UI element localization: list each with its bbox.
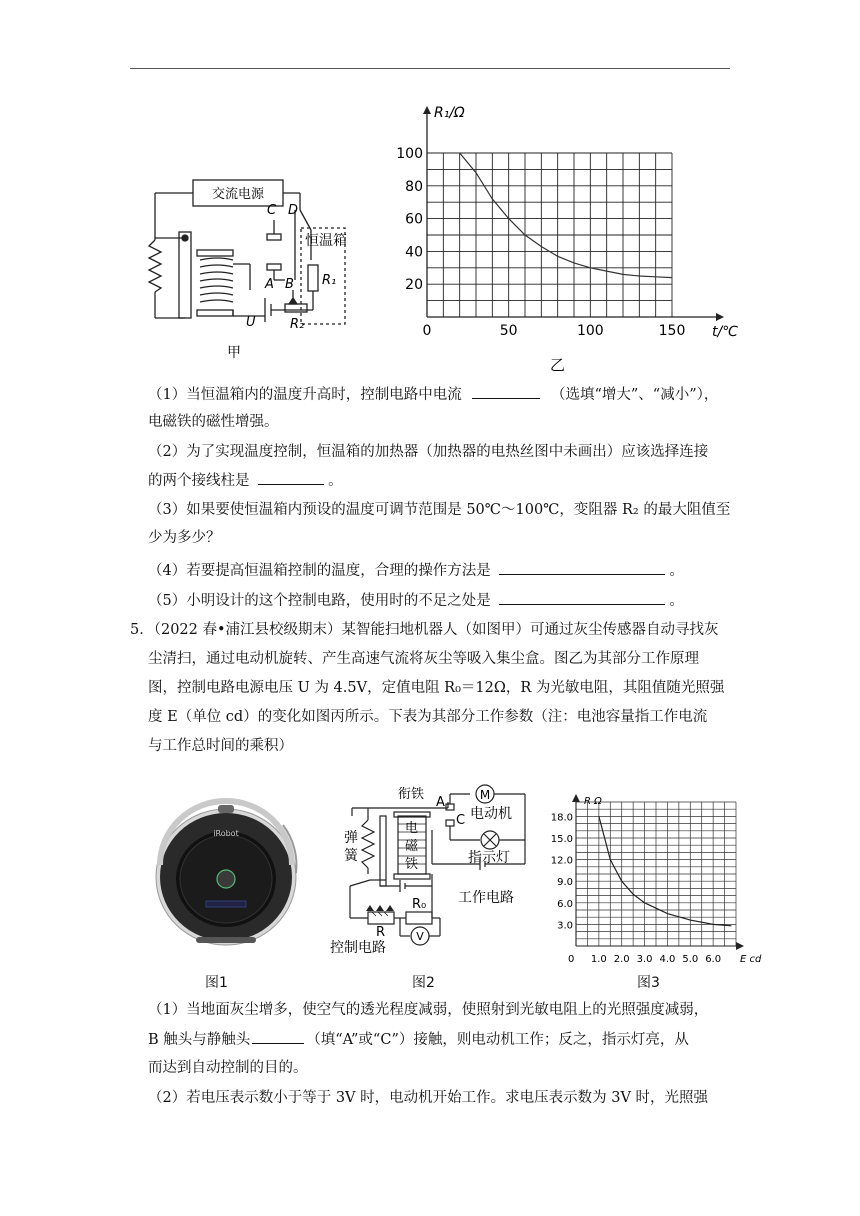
q4-part1-blank[interactable]: [472, 384, 540, 399]
q4-part5: [148, 590, 684, 611]
photoresistor-curve: [599, 816, 732, 925]
q5-stem-line2: 尘清扫，通过电动机旋转、产生高速气流将灰尘等吸入集尘盒。图乙为其部分工作原理: [148, 651, 699, 667]
figure3-caption: 图3: [637, 975, 660, 991]
q4-part2-line1: （2）为了实现温度控制，恒温箱的加热器（加热器的电热丝图中未画出）应该选择连接: [148, 444, 709, 460]
q5-part1-line3: 而达到自动控制的目的。: [148, 1060, 308, 1076]
q4-part4-text: （4）若要提高恒温箱控制的温度，合理的操作方法是: [148, 563, 491, 579]
q4-part2-end: 。: [328, 473, 343, 489]
x-axis-arrow: [716, 313, 724, 321]
q4-part5-end: 。: [669, 593, 684, 609]
spring-label-2: 簧: [344, 848, 358, 864]
q4-part4: [148, 560, 684, 581]
q4-part5-blank[interactable]: [499, 590, 665, 605]
indicator-lamp-label: 指示灯: [468, 850, 510, 866]
figure2-caption: 图2: [412, 975, 435, 991]
fig3-x-axis-arrow: [736, 942, 744, 950]
header-rule: [130, 68, 730, 69]
figure-jia-caption: 甲: [227, 345, 241, 361]
q4-part3-line2: 少为多少？: [148, 530, 221, 546]
y-tick-label: 20: [405, 277, 423, 294]
q5-part1-line2: [148, 1029, 689, 1050]
q4-part1-hint: （选填“增大”、“减小”），: [550, 387, 719, 403]
y-tick-label: 100: [396, 146, 423, 162]
y-tick-label: 15.0: [550, 834, 573, 845]
voltmeter-v-label: V: [416, 930, 424, 943]
terminal-d: D: [288, 203, 299, 218]
r1-curve: [460, 153, 672, 278]
y-tick-label: 3.0: [557, 920, 573, 932]
work-circuit-label: 工作电路: [458, 890, 514, 906]
control-circuit-label: 控制电路: [330, 940, 386, 956]
voltage-u-label: U: [246, 315, 256, 330]
x-tick-label: 100: [576, 323, 604, 339]
q5-stem-line5: 与工作总时间的乘积）: [148, 738, 293, 754]
figure2-circuit: [330, 780, 540, 960]
x-tick-label: 4.0: [659, 954, 676, 965]
x-tick-label: 6.0: [705, 954, 722, 965]
q5-part1-line1: （1）当地面灰尘增多，使空气的透光程度减弱，使照射到光敏电阻上的光照强度减弱，: [148, 1002, 709, 1018]
armature-label: 衔铁: [398, 787, 425, 802]
contact-c-label: C: [456, 813, 466, 828]
y-tick-label: 6.0: [557, 898, 573, 910]
q4-part2-line2: [148, 470, 343, 491]
photoresistor-r-label: R: [376, 925, 386, 940]
electromagnet-label-1: 电: [405, 821, 419, 836]
x-tick-label: 5.0: [682, 954, 699, 965]
figure3-chart: [548, 790, 768, 970]
q4-part2-blank[interactable]: [258, 470, 324, 485]
y-tick-label: 12.0: [550, 855, 573, 867]
figure-yi-caption: 乙: [550, 356, 566, 374]
y-tick-label: 60: [405, 211, 423, 228]
fig3-y-label: R Ω: [584, 796, 602, 807]
q4-part5-text: （5）小明设计的这个控制电路，使用时的不足之处是: [148, 593, 491, 609]
q4-part2-text: 的两个接线柱是: [148, 473, 250, 489]
x-tick-label: 3.0: [636, 954, 653, 965]
x-tick-label: 150: [658, 323, 686, 339]
figure-yi-chart: [396, 100, 760, 375]
spring-label-1: 弹: [344, 830, 358, 846]
q4-part1-line1: [148, 384, 718, 405]
fig3-origin: 0: [568, 954, 575, 965]
figure1-robot-vacuum: [148, 795, 308, 950]
figure-jia-circuit: [145, 170, 365, 370]
y-tick-label: 80: [405, 178, 423, 195]
q4-part4-end: 。: [669, 563, 684, 579]
r1-label: R₁: [322, 273, 337, 288]
fig3-y-axis-arrow: [572, 794, 580, 802]
terminal-b: B: [285, 277, 294, 292]
q4-part1-line2: 电磁铁的磁性增强。: [148, 414, 279, 430]
electromagnet-label-3: 铁: [405, 857, 419, 872]
thermostat-box-label: 恒温箱: [305, 233, 347, 249]
fig3-x-label: E cd: [740, 954, 762, 965]
electromagnet-label-2: 磁: [405, 839, 419, 854]
q5-part1-hint: （填“A”或“C”）接触，则电动机工作；反之，指示灯亮，从: [306, 1032, 689, 1048]
x-tick-label: 1.0: [590, 954, 607, 965]
motor-m-label: M: [479, 788, 491, 802]
ac-power-label: 交流电源: [211, 187, 265, 202]
r0-label: R₀: [412, 897, 427, 912]
robot-brand-text: iRobot: [213, 829, 239, 838]
x-tick-label: 2.0: [613, 954, 630, 965]
q5-part2-line1: （2）若电压表示数小于等于 3V 时，电动机开始工作。求电压表示数为 3V 时，光照强: [148, 1090, 709, 1106]
figure1-caption: 图1: [205, 975, 228, 991]
q5-stem-line3: 图，控制电路电源电压 U 为 4.5V，定值电阻 R₀＝12Ω，R 为光敏电阻，其阻值随光照强: [148, 680, 725, 696]
x-tick-label: 0: [422, 323, 432, 339]
x-tick-label: 50: [499, 323, 518, 339]
terminal-c: C: [267, 203, 277, 218]
terminal-a: A: [265, 277, 274, 292]
y-tick-label: 40: [405, 244, 423, 261]
motor-label: 电动机: [470, 806, 512, 822]
q4-part1-text: （1）当恒温箱内的温度升高时，控制电路中电流: [148, 387, 462, 403]
q4-part3-line1: （3）如果要使恒温箱内预设的温度可调节范围是 50℃～100℃，变阻器 R₂ 的最大阻值至: [148, 502, 731, 518]
y-axis-label: R₁/Ω: [434, 105, 465, 121]
y-tick-label: 9.0: [557, 877, 573, 889]
r2-label: R₂: [290, 317, 305, 332]
q5-part1-blank[interactable]: [252, 1029, 304, 1044]
q5-stem-line4: 度 E（单位 cd）的变化如图丙所示。下表为其部分工作参数（注：电池容量指工作电流: [148, 709, 708, 725]
q5-stem-line1: 5．（2022 春•浦江县校级期末）某智能扫地机器人（如图甲）可通过灰尘传感器自动寻找灰: [130, 622, 719, 638]
q5-part1-text: B 触头与静触头: [148, 1032, 251, 1048]
contact-a-label: A: [436, 795, 445, 810]
y-tick-label: 18.0: [550, 812, 573, 824]
x-axis-label: t/℃: [712, 324, 738, 340]
q4-part4-blank[interactable]: [499, 560, 665, 575]
y-axis-arrow: [423, 106, 431, 114]
